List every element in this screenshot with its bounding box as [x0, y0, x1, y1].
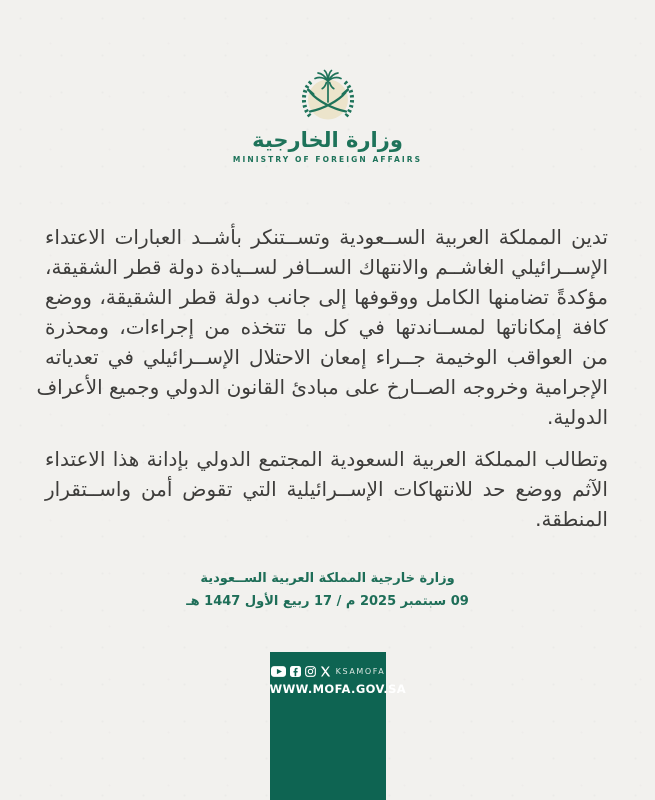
footer-block — [269, 652, 407, 800]
instagram-icon — [305, 666, 316, 677]
statement-paragraph-1 — [36, 222, 608, 432]
statement-line: وتطالب المملكة العربية السعودية المجتمع الدولي بإدانة هذا الاعتداء — [45, 447, 608, 471]
dateline-date: 09 سبتمبر 2025 م / 17 ربيع الأول 1447 هـ — [186, 594, 469, 609]
statement-line: الإســرائيلي الغاشــم والانتهاك الســافر لســيادة دولة قطر الشقيقة، — [45, 255, 608, 279]
youtube-icon — [271, 666, 286, 677]
facebook-icon — [290, 666, 301, 677]
ministry-name-english: MINISTRY OF FOREIGN AFFAIRS — [232, 155, 423, 164]
statement-body — [36, 222, 608, 534]
statement-line: الدولية. — [546, 405, 608, 429]
statement-line: من العواقب الوخيمة جــراء إمعان الاحتلال الإســرائيلي في تعدياته — [45, 345, 608, 369]
statement-line: مؤكدةً تضامنها الكامل ووقوفها إلى جانب دولة قطر الشقيقة، ووضع — [45, 285, 608, 309]
dateline — [0, 567, 655, 613]
dateline-organization: وزارة خارجية المملكة العربية الســعودية — [200, 571, 455, 586]
statement-line: الآثم ووضع حد للانتهاكات الإســرائيلية التي تقوض أمن واســتقرار — [45, 477, 608, 501]
social-row — [270, 665, 386, 678]
statement-line: الإجرامية وخروجه الصــارخ على مبادئ القانون الدولي وجميع الأعراف — [36, 375, 608, 399]
saudi-mofa-emblem-icon — [298, 68, 358, 126]
x-icon — [320, 666, 331, 677]
statement-paragraph-2 — [45, 444, 608, 534]
statement-line: تدين المملكة العربية الســعودية وتســتنكر بأشــد العبارات الاعتداء — [45, 225, 608, 249]
website-url: WWW.MOFA.GOV.SA — [269, 682, 407, 696]
statement-line: كافة إمكاناتها لمســاندتها في كل ما تتخذه من إجراءات، ومحذرة — [45, 315, 608, 339]
social-handle: KSAMOFA — [335, 667, 386, 676]
statement-line: المنطقة. — [535, 507, 608, 531]
ministry-name-arabic: وزارة الخارجية — [252, 128, 403, 152]
mofa-logo — [0, 0, 655, 164]
